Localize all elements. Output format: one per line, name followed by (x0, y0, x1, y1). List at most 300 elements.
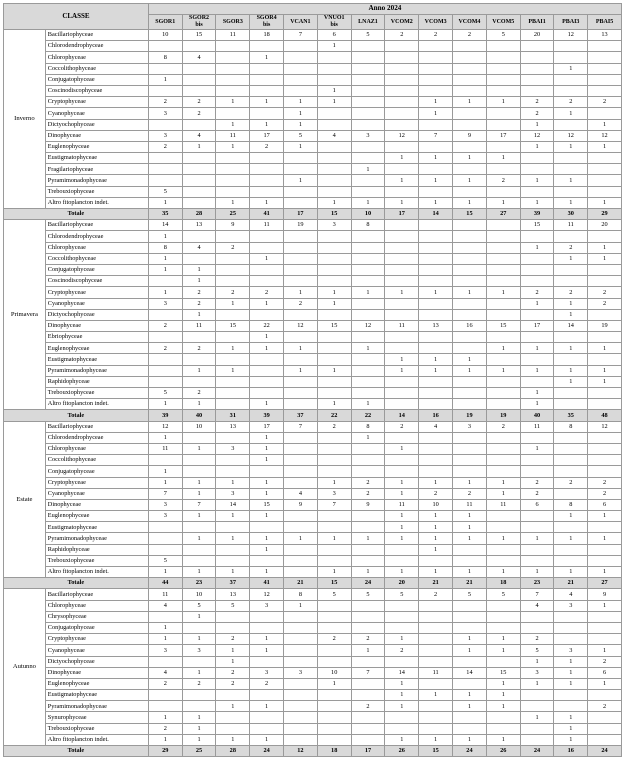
class-name-cell: Conjugatophyceae (45, 264, 148, 275)
count-cell (453, 52, 487, 63)
count-cell: 2 (520, 634, 554, 645)
count-cell (351, 443, 385, 454)
count-cell (419, 712, 453, 723)
count-cell: 1 (554, 63, 588, 74)
count-cell (284, 186, 318, 197)
count-cell (351, 712, 385, 723)
table-row (4, 667, 622, 678)
count-cell: 1 (486, 197, 520, 208)
count-cell (453, 253, 487, 264)
count-cell (317, 153, 351, 164)
class-name-cell: Coscinodiscophyceae (45, 276, 148, 287)
count-cell: 1 (250, 511, 284, 522)
count-cell: 12 (284, 320, 318, 331)
count-cell: 1 (520, 343, 554, 354)
count-cell: 2 (486, 421, 520, 432)
class-name-cell: Trebouxiophyceae (45, 186, 148, 197)
count-cell (453, 242, 487, 253)
count-cell (486, 108, 520, 119)
count-cell: 1 (216, 734, 250, 745)
count-cell (453, 678, 487, 689)
count-cell: 1 (148, 399, 182, 410)
count-cell: 9 (588, 589, 622, 600)
count-cell (182, 432, 216, 443)
count-cell (486, 298, 520, 309)
count-cell: 5 (182, 600, 216, 611)
table-row (4, 30, 622, 41)
count-cell (182, 41, 216, 52)
count-cell: 1 (250, 634, 284, 645)
count-cell: 1 (317, 298, 351, 309)
count-cell: 1 (317, 477, 351, 488)
count-cell: 11 (486, 499, 520, 510)
count-cell (453, 611, 487, 622)
count-cell (216, 455, 250, 466)
count-cell (351, 63, 385, 74)
table-row (4, 567, 622, 578)
count-cell: 12 (588, 130, 622, 141)
count-cell (216, 332, 250, 343)
count-cell (385, 611, 419, 622)
count-cell (520, 455, 554, 466)
count-cell (250, 108, 284, 119)
count-cell (284, 253, 318, 264)
count-cell (317, 186, 351, 197)
count-cell (250, 723, 284, 734)
count-cell (588, 63, 622, 74)
count-cell (554, 354, 588, 365)
count-cell: 7 (148, 488, 182, 499)
count-cell (284, 52, 318, 63)
count-cell: 2 (554, 242, 588, 253)
table-row (4, 522, 622, 533)
count-cell: 17 (486, 130, 520, 141)
count-cell (419, 220, 453, 231)
count-cell (486, 354, 520, 365)
count-cell: 12 (385, 130, 419, 141)
count-cell: 2 (588, 97, 622, 108)
count-cell (284, 567, 318, 578)
count-cell: 1 (554, 108, 588, 119)
count-cell: 1 (453, 153, 487, 164)
count-cell: 1 (385, 488, 419, 499)
count-cell (182, 85, 216, 96)
count-cell: 2 (419, 30, 453, 41)
total-cell: 25 (182, 746, 216, 757)
class-name-cell: Raphidophyceae (45, 376, 148, 387)
count-cell (250, 354, 284, 365)
count-cell: 1 (588, 533, 622, 544)
count-cell: 1 (148, 432, 182, 443)
count-cell: 1 (453, 567, 487, 578)
count-cell (588, 712, 622, 723)
count-cell: 1 (453, 690, 487, 701)
count-cell (148, 276, 182, 287)
class-name-cell: Synurophyceae (45, 712, 148, 723)
count-cell: 1 (216, 197, 250, 208)
count-cell (453, 309, 487, 320)
count-cell (284, 276, 318, 287)
count-cell (317, 690, 351, 701)
count-cell: 1 (148, 466, 182, 477)
count-cell: 6 (317, 30, 351, 41)
count-cell: 2 (588, 656, 622, 667)
count-cell (385, 376, 419, 387)
count-cell: 2 (351, 488, 385, 499)
count-cell: 3 (250, 667, 284, 678)
table-row (4, 488, 622, 499)
count-cell (419, 555, 453, 566)
count-cell (486, 220, 520, 231)
count-cell: 1 (419, 544, 453, 555)
station-header: PBAI5 (588, 15, 622, 30)
count-cell (250, 365, 284, 376)
count-cell (182, 544, 216, 555)
count-cell (554, 555, 588, 566)
count-cell (486, 466, 520, 477)
count-cell (486, 119, 520, 130)
total-cell: 30 (554, 209, 588, 220)
season-label: Estate (4, 421, 46, 578)
count-cell: 1 (182, 734, 216, 745)
count-cell: 1 (284, 287, 318, 298)
count-cell: 1 (520, 567, 554, 578)
total-cell: 23 (520, 578, 554, 589)
count-cell (250, 522, 284, 533)
class-name-cell: Chlorophyceae (45, 443, 148, 454)
count-cell: 1 (588, 567, 622, 578)
count-cell (148, 656, 182, 667)
count-cell (284, 544, 318, 555)
total-cell: 24 (250, 746, 284, 757)
table-row (4, 365, 622, 376)
count-cell: 2 (453, 30, 487, 41)
count-cell: 20 (520, 30, 554, 41)
count-cell (182, 175, 216, 186)
count-cell: 10 (148, 30, 182, 41)
count-cell: 1 (453, 197, 487, 208)
count-cell: 3 (250, 600, 284, 611)
count-cell: 1 (453, 287, 487, 298)
count-cell (419, 634, 453, 645)
class-name-cell: Bacillariophyceae (45, 589, 148, 600)
count-cell (351, 365, 385, 376)
count-cell: 1 (182, 667, 216, 678)
count-cell (351, 522, 385, 533)
count-cell (453, 622, 487, 633)
table-row (4, 376, 622, 387)
count-cell (453, 455, 487, 466)
count-cell: 1 (216, 656, 250, 667)
count-cell (588, 276, 622, 287)
count-cell: 1 (284, 141, 318, 152)
count-cell (182, 656, 216, 667)
count-cell (284, 63, 318, 74)
class-name-cell: Cryptophyceae (45, 634, 148, 645)
class-name-cell: Chlorophyceae (45, 242, 148, 253)
count-cell (453, 119, 487, 130)
count-cell: 9 (351, 499, 385, 510)
class-name-cell: Trebouxiophyceae (45, 388, 148, 399)
count-cell: 6 (588, 667, 622, 678)
count-cell: 17 (250, 130, 284, 141)
class-name-cell: Raphidophyceae (45, 544, 148, 555)
class-name-cell: Dinophyceae (45, 667, 148, 678)
total-cell: 17 (385, 209, 419, 220)
count-cell (148, 85, 182, 96)
count-cell (588, 41, 622, 52)
count-cell (317, 74, 351, 85)
count-cell (453, 555, 487, 566)
count-cell: 1 (385, 197, 419, 208)
table-row (4, 690, 622, 701)
count-cell: 1 (250, 97, 284, 108)
count-cell: 1 (554, 511, 588, 522)
count-cell (520, 690, 554, 701)
table-row (4, 108, 622, 119)
count-cell: 1 (419, 522, 453, 533)
count-cell: 1 (453, 365, 487, 376)
count-cell (385, 656, 419, 667)
count-cell: 2 (385, 645, 419, 656)
count-cell: 1 (520, 678, 554, 689)
count-cell: 1 (486, 477, 520, 488)
count-cell (148, 354, 182, 365)
count-cell (385, 298, 419, 309)
count-cell (419, 376, 453, 387)
class-name-cell: Chlorophyceae (45, 52, 148, 63)
total-cell: 16 (554, 746, 588, 757)
count-cell (385, 264, 419, 275)
count-cell (216, 264, 250, 275)
count-cell: 2 (588, 701, 622, 712)
count-cell: 7 (520, 589, 554, 600)
total-cell: 39 (520, 209, 554, 220)
count-cell (351, 141, 385, 152)
count-cell (351, 264, 385, 275)
count-cell: 1 (351, 287, 385, 298)
table-row (4, 634, 622, 645)
count-cell: 1 (453, 354, 487, 365)
count-cell: 10 (419, 499, 453, 510)
count-cell (385, 399, 419, 410)
count-cell (419, 264, 453, 275)
count-cell (250, 63, 284, 74)
count-cell: 1 (419, 690, 453, 701)
count-cell (554, 276, 588, 287)
count-cell: 5 (351, 30, 385, 41)
count-cell: 1 (554, 141, 588, 152)
count-cell: 7 (351, 667, 385, 678)
count-cell (588, 332, 622, 343)
count-cell (250, 74, 284, 85)
count-cell: 13 (419, 320, 453, 331)
count-cell: 1 (351, 567, 385, 578)
count-cell: 5 (453, 589, 487, 600)
count-cell: 1 (486, 488, 520, 499)
count-cell: 5 (216, 600, 250, 611)
table-row (4, 388, 622, 399)
phytoplankton-class-table (3, 3, 622, 757)
count-cell (351, 455, 385, 466)
count-cell (148, 376, 182, 387)
count-cell: 1 (419, 511, 453, 522)
classe-header: CLASSE (4, 4, 149, 30)
total-cell: 15 (419, 746, 453, 757)
count-cell (250, 611, 284, 622)
count-cell (419, 343, 453, 354)
count-cell: 1 (520, 197, 554, 208)
count-cell: 15 (486, 667, 520, 678)
count-cell: 13 (216, 589, 250, 600)
count-cell (284, 656, 318, 667)
count-cell (317, 52, 351, 63)
phytoplankton-table-container (3, 3, 622, 757)
station-header: SGOR1 (148, 15, 182, 30)
count-cell (520, 52, 554, 63)
count-cell: 1 (182, 365, 216, 376)
count-cell (182, 332, 216, 343)
count-cell (385, 231, 419, 242)
count-cell (284, 85, 318, 96)
count-cell (216, 231, 250, 242)
count-cell (216, 186, 250, 197)
table-row (4, 499, 622, 510)
count-cell (148, 522, 182, 533)
count-cell (351, 656, 385, 667)
count-cell: 1 (250, 533, 284, 544)
count-cell (520, 63, 554, 74)
count-cell (419, 74, 453, 85)
count-cell: 2 (588, 477, 622, 488)
class-name-cell: Euglenophyceae (45, 678, 148, 689)
count-cell: 12 (554, 30, 588, 41)
count-cell (351, 354, 385, 365)
count-cell: 8 (284, 589, 318, 600)
count-cell (554, 399, 588, 410)
count-cell: 3 (148, 511, 182, 522)
count-cell (419, 242, 453, 253)
count-cell: 1 (385, 477, 419, 488)
total-cell: 21 (419, 578, 453, 589)
count-cell: 11 (216, 130, 250, 141)
count-cell: 1 (588, 119, 622, 130)
count-cell (351, 97, 385, 108)
count-cell (284, 723, 318, 734)
count-cell: 1 (385, 690, 419, 701)
count-cell (351, 119, 385, 130)
count-cell: 1 (250, 197, 284, 208)
total-cell: 24 (520, 746, 554, 757)
count-cell (148, 41, 182, 52)
count-cell (216, 276, 250, 287)
total-cell: 19 (453, 410, 487, 421)
count-cell: 1 (182, 712, 216, 723)
count-cell (250, 690, 284, 701)
count-cell: 1 (148, 74, 182, 85)
count-cell: 2 (250, 287, 284, 298)
count-cell: 10 (182, 589, 216, 600)
count-cell (385, 41, 419, 52)
table-row (4, 645, 622, 656)
count-cell (284, 153, 318, 164)
count-cell: 3 (520, 667, 554, 678)
count-cell: 14 (148, 220, 182, 231)
count-cell: 1 (486, 634, 520, 645)
count-cell: 1 (419, 197, 453, 208)
count-cell (453, 85, 487, 96)
count-cell: 1 (148, 264, 182, 275)
count-cell (486, 544, 520, 555)
class-name-cell: Conjugatophyceae (45, 74, 148, 85)
total-cell: 48 (588, 410, 622, 421)
count-cell (453, 164, 487, 175)
count-cell (317, 656, 351, 667)
count-cell (351, 298, 385, 309)
table-row (4, 399, 622, 410)
count-cell (486, 723, 520, 734)
count-cell: 1 (351, 164, 385, 175)
count-cell (520, 723, 554, 734)
count-cell: 1 (250, 343, 284, 354)
count-cell: 4 (148, 600, 182, 611)
count-cell (486, 455, 520, 466)
count-cell: 22 (250, 320, 284, 331)
count-cell (317, 354, 351, 365)
count-cell (216, 52, 250, 63)
count-cell: 2 (250, 141, 284, 152)
count-cell (588, 74, 622, 85)
count-cell: 8 (148, 242, 182, 253)
count-cell: 2 (148, 141, 182, 152)
count-cell: 5 (317, 589, 351, 600)
table-row (4, 253, 622, 264)
count-cell: 15 (486, 320, 520, 331)
count-cell (554, 466, 588, 477)
count-cell (216, 399, 250, 410)
total-cell: 17 (284, 209, 318, 220)
table-row (4, 544, 622, 555)
count-cell: 8 (148, 52, 182, 63)
count-cell (419, 645, 453, 656)
count-cell: 1 (486, 153, 520, 164)
count-cell (284, 432, 318, 443)
class-name-cell: Altro fitoplancton indet. (45, 567, 148, 578)
count-cell: 13 (588, 30, 622, 41)
count-cell: 3 (148, 499, 182, 510)
count-cell (250, 388, 284, 399)
count-cell (588, 231, 622, 242)
count-cell: 6 (588, 499, 622, 510)
count-cell: 8 (554, 499, 588, 510)
count-cell (148, 544, 182, 555)
count-cell (250, 153, 284, 164)
total-cell: 20 (385, 578, 419, 589)
count-cell (554, 522, 588, 533)
count-cell: 1 (588, 678, 622, 689)
count-cell: 2 (520, 287, 554, 298)
count-cell: 11 (453, 499, 487, 510)
count-cell: 3 (148, 298, 182, 309)
count-cell (554, 119, 588, 130)
count-cell (419, 611, 453, 622)
count-cell: 1 (182, 488, 216, 499)
count-cell (250, 85, 284, 96)
table-row (4, 141, 622, 152)
count-cell: 1 (554, 667, 588, 678)
table-row (4, 276, 622, 287)
count-cell (419, 276, 453, 287)
